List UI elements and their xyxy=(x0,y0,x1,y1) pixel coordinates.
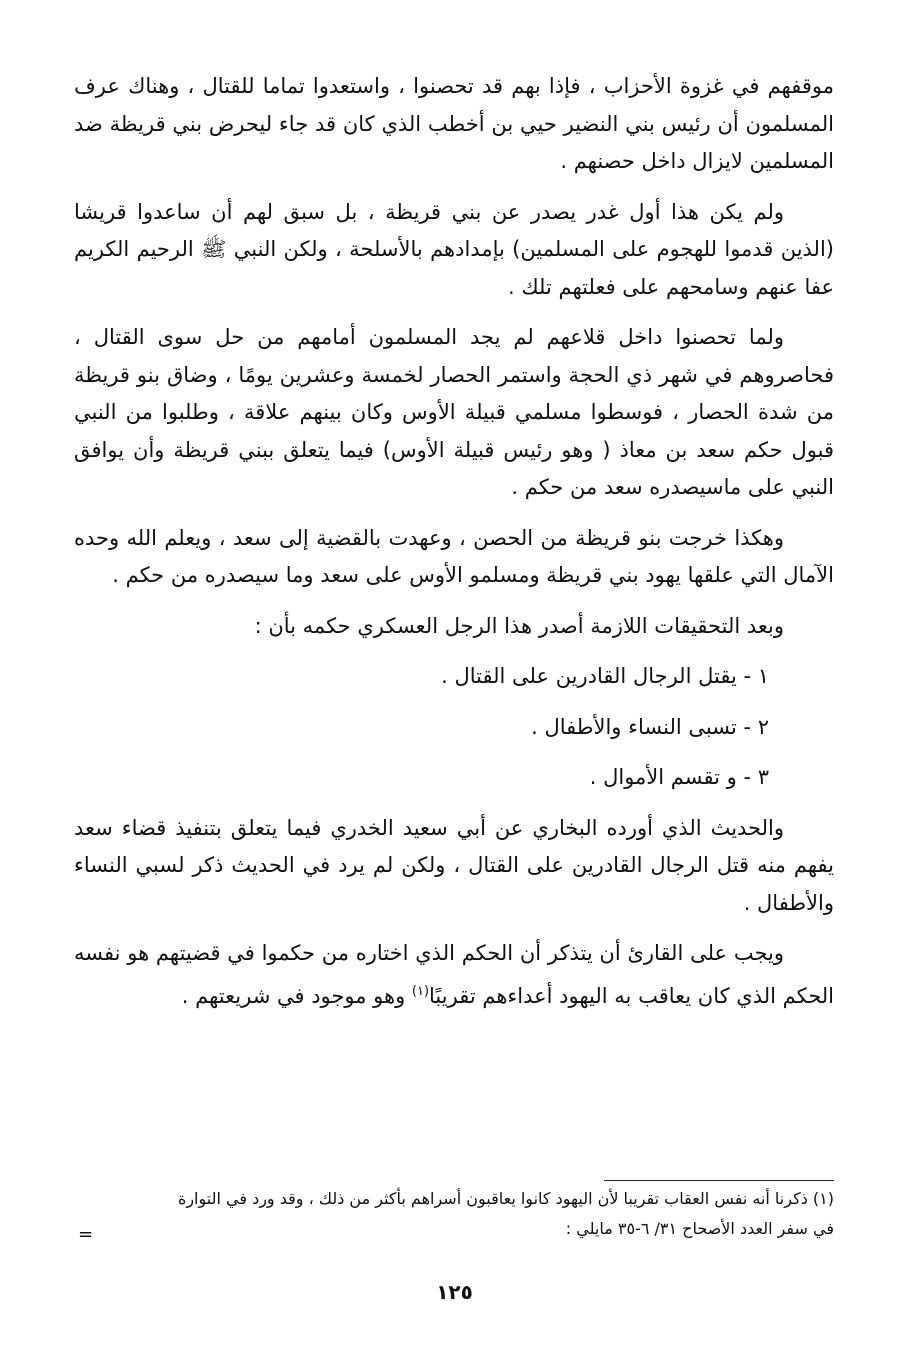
paragraph-2: ولم يكن هذا أول غدر يصدر عن بني قريظة ، بل سبق لهم أن ساعدوا قريشا (الذين قدموا للهجوم على المسلمين) بإمدادهم بالأسلحة ، ولكن النبي ﷺ الرحيم الكريم عفا عنهم وسامحهم على فعلتهم تلك . xyxy=(74,199,834,299)
verdict-item-2: ٢ - تسبى النساء والأطفال . xyxy=(531,714,769,739)
continuation-mark: = xyxy=(78,1224,94,1245)
verdict-item-1: ١ - يقتل الرجال القادرين على القتال . xyxy=(441,664,769,688)
paragraph-5: وبعد التحقيقات اللازمة أصدر هذا الرجل العسكري حكمه بأن : xyxy=(254,613,784,638)
footnote xyxy=(74,1184,834,1244)
paragraph-3: ولما تحصنوا داخل قلاعهم لم يجد المسلمون أمامهم من حل سوى القتال ، فحاصروهم في شهر ذي الحجة واستمر الحصار لخمسة وعشرين يومًا ، وضاق بنو قريظة من شدة الحصار ، فوسطوا مسلمي قبيلة الأوس وكان بينهم علاقة ، وطلبوا من النبي قبول حكم سعد بن معاذ ( وهو رئيس قبيلة الأوس) فيما يتعلق ببني قريظة وأن يوافق النبي على ماسيصدره سعد من حكم . xyxy=(74,325,834,499)
paragraph-6: والحديث الذي أورده البخاري عن أبي سعيد الخدري فيما يتعلق بتنفيذ قضاء سعد يفهم منه قتل الرجال القادرين على القتال ، ولكن لم يرد في الحديث ذكر لسبي النساء والأطفال . xyxy=(74,815,834,915)
page-number: ١٢٥ xyxy=(436,1280,473,1304)
paragraph-1: موقفهم في غزوة الأحزاب ، فإذا بهم قد تحصنوا ، واستعدوا تماما للقتال ، وهناك عرف المسلمون أن رئيس بني النضير حيي بن أخطب الذي كان قد جاء ليحرض بني قريظة ضد المسلمين لايزال داخل حصنهم . xyxy=(74,74,834,173)
paragraph-4: وهكذا خرجت بنو قريظة من الحصن ، وعهدت بالقضية إلى سعد ، ويعلم الله وحده الآمال التي علقها يهود بني قريظة ومسلمو الأوس على سعد وما سيصدره من حكم . xyxy=(74,525,834,587)
verdict-item-3: ٣ - و تقسم الأموال . xyxy=(589,765,769,789)
footnote-line-1: (١) ذكرنا أنه نفس العقاب تقريبا لأن اليهود كانوا يعاقبون أسراهم بأكثر من ذلك ، وقد ورد في التوارة xyxy=(177,1189,834,1208)
footnote-line-2: في سفر العدد الأصحاح ٣١/ ٦-٣٥ مايلي : xyxy=(565,1219,834,1238)
footnote-reference: (١) xyxy=(411,983,430,999)
main-text xyxy=(74,68,834,1028)
paragraph-7 xyxy=(74,935,834,1015)
paragraph-7-text: ويجب على القارئ أن يتذكر أن الحكم الذي اختاره من حكموا في قضيتهم هو نفسه الحكم الذي كان يعاقب به اليهود أعداءهم تقريبًا xyxy=(74,941,834,1008)
paragraph-7-end: وهو موجود في شريعتهم . xyxy=(181,983,412,1008)
footnote-divider xyxy=(604,1180,834,1181)
